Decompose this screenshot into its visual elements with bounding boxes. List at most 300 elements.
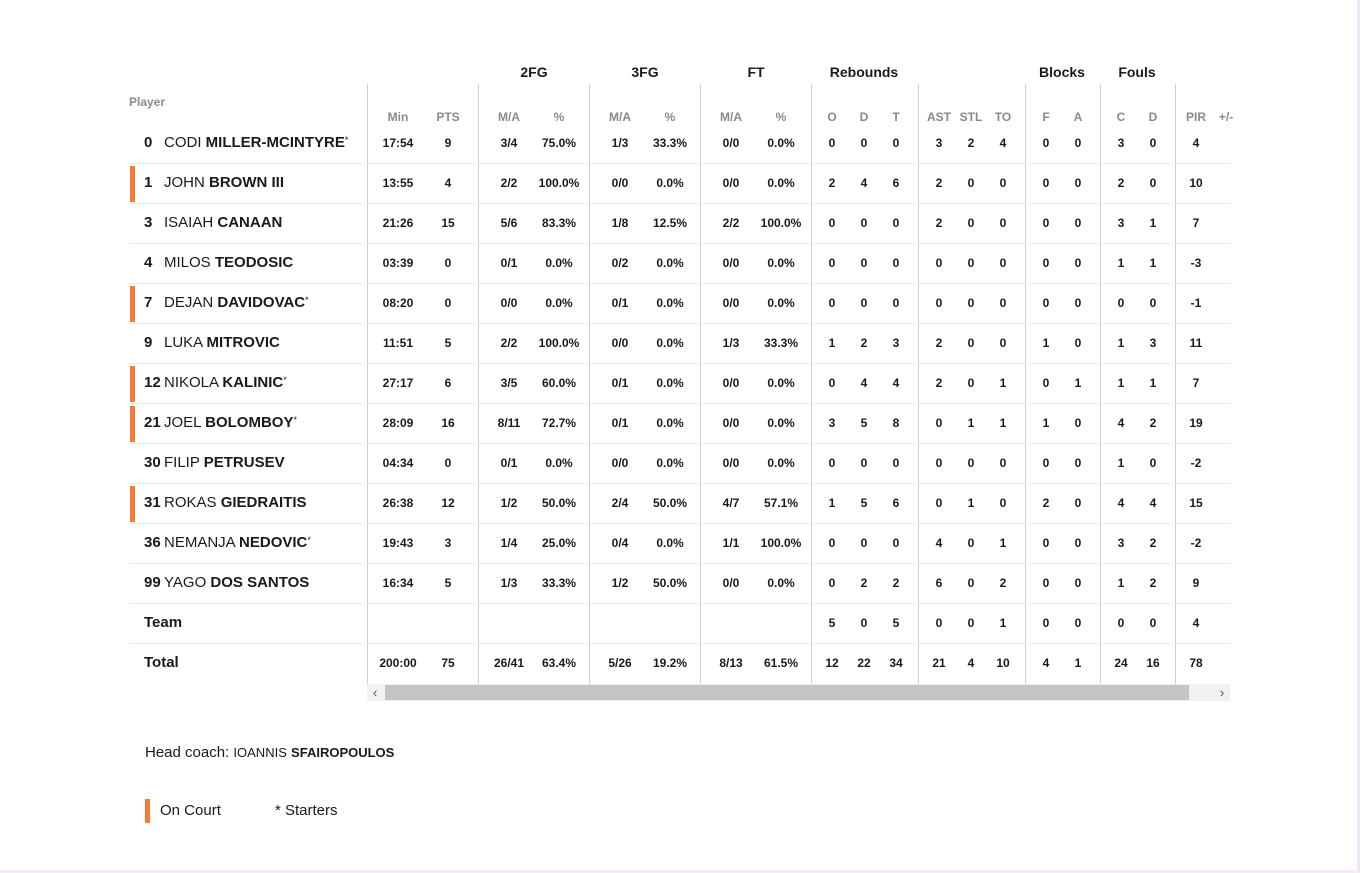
stat-cell: 9 bbox=[444, 136, 452, 150]
stat-cell: 3/4 bbox=[500, 136, 518, 150]
player-first-name: NIKOLA bbox=[164, 374, 219, 391]
stat-cell: 0 bbox=[1074, 336, 1082, 350]
stat-cell: 1 bbox=[1042, 336, 1050, 350]
stat-cell: 0/1 bbox=[611, 416, 629, 430]
stat-cell: 12.5% bbox=[652, 216, 688, 230]
player-number: 31 bbox=[144, 494, 161, 511]
stat-cell: 4 bbox=[444, 176, 452, 190]
starter-mark: * bbox=[283, 375, 287, 385]
stat-cell: 0 bbox=[999, 496, 1007, 510]
stat-cell: 2 bbox=[935, 216, 943, 230]
player-stat-row bbox=[367, 524, 1230, 564]
column-header[interactable]: D bbox=[1148, 110, 1158, 124]
on-court-marker bbox=[130, 486, 135, 522]
stat-cell: 0/0 bbox=[722, 296, 740, 310]
stat-cell: 16 bbox=[1146, 656, 1160, 670]
stat-cell: 9 bbox=[1192, 576, 1200, 590]
stat-cell: 0 bbox=[860, 296, 868, 310]
stat-cell: 0/0 bbox=[722, 416, 740, 430]
player-name-link[interactable] bbox=[164, 284, 309, 322]
stat-cell: 0 bbox=[1074, 616, 1082, 630]
player-number: 36 bbox=[144, 534, 161, 551]
stat-cell: 0 bbox=[935, 456, 943, 470]
stat-cell: 0 bbox=[935, 616, 943, 630]
player-stat-row bbox=[367, 324, 1230, 364]
player-number: 3 bbox=[144, 214, 153, 231]
head-coach bbox=[145, 744, 394, 761]
stat-cell: 0 bbox=[828, 376, 836, 390]
stat-cell: 0.0% bbox=[656, 376, 684, 390]
starter-mark: * bbox=[293, 415, 297, 425]
stat-cell: 12 bbox=[825, 656, 839, 670]
stat-cell: 63.4% bbox=[541, 656, 577, 670]
player-last-name: DOS SANTOS bbox=[210, 574, 310, 591]
stat-cell: 1 bbox=[999, 376, 1007, 390]
column-header[interactable]: TO bbox=[994, 110, 1012, 124]
player-row bbox=[129, 164, 367, 204]
stat-cell: 7 bbox=[1192, 376, 1200, 390]
stat-cell: 1 bbox=[967, 496, 975, 510]
stat-cell: 0/0 bbox=[722, 576, 740, 590]
stat-cell: 25.0% bbox=[541, 536, 577, 550]
stat-cell: 2 bbox=[1149, 576, 1157, 590]
stat-cell: 1 bbox=[1074, 656, 1082, 670]
stat-cell: 0 bbox=[1149, 176, 1157, 190]
stat-cell: 1/8 bbox=[611, 216, 629, 230]
starter-mark: * bbox=[307, 535, 311, 545]
player-stat-row bbox=[367, 404, 1230, 444]
stat-cell: 0 bbox=[444, 456, 452, 470]
column-header[interactable]: PTS bbox=[436, 110, 460, 124]
head-coach-first-name: IOANNIS bbox=[233, 745, 287, 760]
stat-cell: 2 bbox=[999, 576, 1007, 590]
column-header[interactable]: % bbox=[664, 110, 676, 124]
player-stat-row bbox=[367, 284, 1230, 324]
stat-cell: 0 bbox=[892, 536, 900, 550]
player-first-name: CODI bbox=[164, 134, 202, 151]
player-name-link[interactable] bbox=[164, 124, 348, 162]
stat-cell: -2 bbox=[1190, 536, 1202, 550]
stat-cell: 19.2% bbox=[652, 656, 688, 670]
stat-cell: 0 bbox=[967, 376, 975, 390]
player-first-name: YAGO bbox=[164, 574, 207, 591]
column-header[interactable]: M/A bbox=[720, 110, 742, 124]
stat-cell: 19 bbox=[1189, 416, 1203, 430]
stat-cell: 50.0% bbox=[652, 496, 688, 510]
stat-cell: 2 bbox=[935, 176, 943, 190]
stat-cell: 0.0% bbox=[656, 176, 684, 190]
stat-cell: 2 bbox=[1117, 176, 1125, 190]
stat-cell: -1 bbox=[1190, 296, 1202, 310]
stat-cell: 0.0% bbox=[656, 416, 684, 430]
group-header: 3FG bbox=[631, 64, 659, 80]
stat-cell: 0 bbox=[1042, 376, 1050, 390]
stat-cell: 4 bbox=[999, 136, 1007, 150]
player-number: 21 bbox=[144, 414, 161, 431]
stat-cell: 200:00 bbox=[379, 656, 417, 670]
stat-cell: 0 bbox=[1042, 216, 1050, 230]
stat-cell: 7 bbox=[1192, 216, 1200, 230]
stat-cell: 2 bbox=[967, 136, 975, 150]
group-header: Fouls bbox=[1118, 64, 1156, 80]
stat-cell: 1/2 bbox=[611, 576, 629, 590]
player-name-link[interactable] bbox=[164, 564, 309, 602]
stat-cell: 4 bbox=[860, 376, 868, 390]
column-header[interactable]: M/A bbox=[609, 110, 631, 124]
stat-cell: 100.0% bbox=[538, 336, 580, 350]
stat-cell: 0 bbox=[1074, 136, 1082, 150]
stat-cell: 0 bbox=[860, 216, 868, 230]
stat-cell: 4 bbox=[892, 376, 900, 390]
stat-cell: 0 bbox=[828, 216, 836, 230]
stat-cell: 0 bbox=[935, 296, 943, 310]
stat-cell: 0.0% bbox=[767, 376, 795, 390]
on-court-marker bbox=[130, 286, 135, 322]
player-number: 1 bbox=[144, 174, 153, 191]
stat-cell: 26/41 bbox=[493, 656, 525, 670]
head-coach-label: Head coach: bbox=[145, 744, 230, 761]
stat-cell: 0 bbox=[1042, 296, 1050, 310]
player-first-name: ISAIAH bbox=[164, 214, 214, 231]
player-stat-row bbox=[367, 484, 1230, 524]
stat-cell: 78 bbox=[1189, 656, 1203, 670]
stat-cell: 2 bbox=[1149, 416, 1157, 430]
column-header[interactable]: STL bbox=[959, 110, 983, 124]
stat-cell: 0.0% bbox=[767, 136, 795, 150]
stat-cell: 1 bbox=[999, 616, 1007, 630]
stat-cell: 5 bbox=[828, 616, 836, 630]
stat-cell: 8/13 bbox=[719, 656, 743, 670]
stat-cell: 0 bbox=[1117, 296, 1125, 310]
stat-cell: 0 bbox=[1042, 616, 1050, 630]
stat-cell: 0 bbox=[1074, 216, 1082, 230]
stat-cell: 0/1 bbox=[500, 456, 518, 470]
player-stat-row bbox=[367, 244, 1230, 284]
stat-cell: 0.0% bbox=[656, 296, 684, 310]
stat-cell: 5 bbox=[892, 616, 900, 630]
stat-cell: 0.0% bbox=[545, 296, 573, 310]
stat-cell: 0/0 bbox=[722, 456, 740, 470]
scroll-left-icon[interactable]: ‹ bbox=[372, 685, 378, 700]
column-header[interactable]: +/- bbox=[1218, 110, 1234, 124]
stat-cell: 0 bbox=[860, 136, 868, 150]
stat-cell: 0 bbox=[999, 336, 1007, 350]
stat-cell: 0 bbox=[1042, 456, 1050, 470]
stat-cell: 08:20 bbox=[382, 296, 414, 310]
stat-cell: 1 bbox=[1117, 336, 1125, 350]
stat-cell: 15 bbox=[1189, 496, 1203, 510]
stat-cell: 1 bbox=[1117, 256, 1125, 270]
on-court-marker bbox=[130, 166, 135, 202]
stat-cell: 19:43 bbox=[382, 536, 414, 550]
player-name-link[interactable] bbox=[164, 364, 287, 402]
stat-cell: 72.7% bbox=[541, 416, 577, 430]
stat-cell: 1 bbox=[1149, 376, 1157, 390]
stats-table[interactable] bbox=[367, 52, 1234, 684]
player-first-name: JOHN bbox=[164, 174, 205, 191]
column-header[interactable]: C bbox=[1116, 110, 1126, 124]
player-last-name: MITROVIC bbox=[206, 334, 280, 351]
stat-cell: 2 bbox=[860, 336, 868, 350]
stat-cell: 1 bbox=[1117, 456, 1125, 470]
player-last-name: NEDOVIC bbox=[239, 534, 308, 551]
stat-cell: 50.0% bbox=[541, 496, 577, 510]
player-first-name: MILOS bbox=[164, 254, 211, 271]
scroll-thumb[interactable] bbox=[385, 685, 1189, 700]
player-last-name: CANAAN bbox=[217, 214, 283, 231]
stat-cell: 2 bbox=[1042, 496, 1050, 510]
stat-cell: 83.3% bbox=[541, 216, 577, 230]
stat-cell: 57.1% bbox=[763, 496, 799, 510]
column-header[interactable]: T bbox=[892, 110, 900, 124]
horizontal-scrollbar[interactable] bbox=[367, 684, 1230, 701]
stat-cell: 0 bbox=[967, 176, 975, 190]
stat-cell: 1/4 bbox=[500, 536, 518, 550]
group-header: Blocks bbox=[1039, 64, 1085, 80]
stat-cell: 0 bbox=[860, 616, 868, 630]
column-header[interactable]: AST bbox=[927, 110, 951, 124]
stat-cell: 3 bbox=[828, 416, 836, 430]
stat-cell: 2/2 bbox=[500, 336, 518, 350]
stat-cell: 0 bbox=[892, 456, 900, 470]
player-last-name: PETRUSEV bbox=[203, 454, 285, 471]
stat-cell: 8/11 bbox=[497, 416, 521, 430]
stat-cell: 50.0% bbox=[652, 576, 688, 590]
player-name-link[interactable] bbox=[164, 164, 284, 202]
stat-cell: 100.0% bbox=[760, 536, 802, 550]
player-name-link[interactable] bbox=[164, 204, 282, 242]
player-name-link[interactable] bbox=[164, 484, 307, 522]
column-header[interactable]: % bbox=[775, 110, 787, 124]
player-number: 30 bbox=[144, 454, 161, 471]
player-name-link[interactable] bbox=[164, 524, 311, 562]
stat-cell: 3 bbox=[935, 136, 943, 150]
stat-cell: 1 bbox=[1149, 256, 1157, 270]
stat-cell: 0 bbox=[999, 216, 1007, 230]
stat-cell: 61.5% bbox=[763, 656, 799, 670]
stat-cell: 1 bbox=[999, 416, 1007, 430]
stat-cell: 2/4 bbox=[611, 496, 629, 510]
player-name-link[interactable] bbox=[164, 324, 280, 362]
stat-cell: 8 bbox=[892, 416, 900, 430]
stat-cell: 21:26 bbox=[382, 216, 414, 230]
stat-cell: 4 bbox=[860, 176, 868, 190]
stat-cell: 0.0% bbox=[656, 456, 684, 470]
stat-cell: 6 bbox=[444, 376, 452, 390]
stat-cell: 2 bbox=[935, 336, 943, 350]
stat-cell: 1/3 bbox=[611, 136, 629, 150]
stat-cell: 0 bbox=[892, 136, 900, 150]
player-row bbox=[129, 484, 367, 524]
player-header: Player bbox=[129, 95, 166, 109]
team-row-label: Team bbox=[144, 614, 183, 631]
stat-cell: 1 bbox=[828, 336, 836, 350]
stat-cell: 0.0% bbox=[656, 536, 684, 550]
column-header[interactable]: F bbox=[1042, 110, 1050, 124]
stat-cell: 0 bbox=[828, 256, 836, 270]
stat-cell: 0.0% bbox=[767, 416, 795, 430]
stat-cell: 0 bbox=[1074, 296, 1082, 310]
stat-cell: 0 bbox=[967, 336, 975, 350]
stat-cell: 0 bbox=[999, 296, 1007, 310]
player-last-name: BOLOMBOY bbox=[205, 414, 294, 431]
stat-cell: 0 bbox=[1149, 456, 1157, 470]
stat-cell: 0 bbox=[1074, 416, 1082, 430]
stat-cell: 21 bbox=[932, 656, 946, 670]
stat-cell: 0 bbox=[999, 456, 1007, 470]
group-header: FT bbox=[747, 64, 765, 80]
stat-cell: 5 bbox=[444, 336, 452, 350]
column-header[interactable]: Min bbox=[387, 110, 409, 124]
stat-cell: 0/2 bbox=[611, 256, 629, 270]
stat-cell: 4 bbox=[967, 656, 975, 670]
starter-mark: * bbox=[344, 135, 349, 145]
stat-cell: 0 bbox=[1149, 296, 1157, 310]
stat-cell: 4 bbox=[1117, 496, 1125, 510]
stat-cell: 6 bbox=[892, 176, 900, 190]
stat-cell: 4/7 bbox=[722, 496, 740, 510]
stat-cell: 0 bbox=[1042, 256, 1050, 270]
stat-cell: 17:54 bbox=[382, 136, 414, 150]
stat-cell: 2 bbox=[828, 176, 836, 190]
stat-cell: 4 bbox=[1192, 136, 1200, 150]
player-name-link[interactable] bbox=[164, 444, 285, 482]
stat-cell: 33.3% bbox=[541, 576, 577, 590]
stat-cell: 1 bbox=[1117, 576, 1125, 590]
stat-cell: 1 bbox=[1149, 216, 1157, 230]
stat-cell: 4 bbox=[1117, 416, 1125, 430]
stat-cell: 0 bbox=[1149, 616, 1157, 630]
stat-cell: 75 bbox=[441, 656, 455, 670]
player-number: 99 bbox=[144, 574, 161, 591]
stat-cell: 0 bbox=[967, 256, 975, 270]
stat-cell: 0 bbox=[860, 536, 868, 550]
player-name-link[interactable] bbox=[164, 404, 297, 442]
stat-cell: 4 bbox=[1149, 496, 1157, 510]
player-row bbox=[129, 284, 367, 324]
column-header[interactable]: % bbox=[553, 110, 565, 124]
stat-cell: 04:34 bbox=[382, 456, 414, 470]
stat-cell: 2/2 bbox=[500, 176, 518, 190]
stat-cell: 0 bbox=[967, 456, 975, 470]
stat-cell: 0/0 bbox=[500, 296, 518, 310]
stat-cell: 0.0% bbox=[545, 256, 573, 270]
stat-cell: 0 bbox=[999, 176, 1007, 190]
stat-cell: 0/0 bbox=[722, 176, 740, 190]
stat-cell: 3/5 bbox=[500, 376, 518, 390]
stat-cell: 5 bbox=[860, 496, 868, 510]
player-row bbox=[129, 204, 367, 244]
stat-cell: 0 bbox=[967, 576, 975, 590]
stat-cell: 5 bbox=[860, 416, 868, 430]
player-stat-row bbox=[367, 124, 1230, 164]
stat-cell: 33.3% bbox=[652, 136, 688, 150]
stat-cell: 10 bbox=[1189, 176, 1203, 190]
player-last-name: TEODOSIC bbox=[214, 254, 294, 271]
player-number: 12 bbox=[144, 374, 161, 391]
stat-cell: 0 bbox=[860, 456, 868, 470]
stat-cell: 0.0% bbox=[767, 256, 795, 270]
stat-cell: 5 bbox=[444, 576, 452, 590]
player-row bbox=[129, 524, 367, 564]
stat-cell: 0 bbox=[1074, 496, 1082, 510]
stat-cell: 26:38 bbox=[382, 496, 414, 510]
group-header: Rebounds bbox=[829, 64, 899, 80]
stat-cell: 1 bbox=[967, 416, 975, 430]
on-court-legend-label: On Court bbox=[160, 802, 221, 819]
stat-cell: 0/1 bbox=[611, 296, 629, 310]
stat-cell: 0.0% bbox=[767, 456, 795, 470]
player-last-name: DAVIDOVAC bbox=[217, 294, 306, 311]
stat-cell: 1 bbox=[999, 536, 1007, 550]
total-stat-row bbox=[367, 644, 1230, 684]
stat-cell: 3 bbox=[444, 536, 452, 550]
player-number: 9 bbox=[144, 334, 153, 351]
player-first-name: JOEL bbox=[164, 414, 201, 431]
player-number: 4 bbox=[144, 254, 153, 271]
stat-cell: 0 bbox=[1074, 536, 1082, 550]
stat-cell: 22 bbox=[857, 656, 871, 670]
player-row bbox=[129, 244, 367, 284]
player-first-name: DEJAN bbox=[164, 294, 214, 311]
stat-cell: 0 bbox=[1042, 136, 1050, 150]
stat-cell: 0.0% bbox=[656, 256, 684, 270]
stat-cell: 6 bbox=[935, 576, 943, 590]
stat-cell: 0 bbox=[444, 296, 452, 310]
player-name-link[interactable] bbox=[164, 244, 293, 282]
column-header[interactable]: O bbox=[827, 110, 837, 124]
stat-cell: 0 bbox=[1074, 176, 1082, 190]
on-court-marker bbox=[130, 406, 135, 442]
player-row bbox=[129, 324, 367, 364]
stat-cell: 1/3 bbox=[722, 336, 740, 350]
column-header[interactable]: M/A bbox=[498, 110, 520, 124]
scroll-right-icon[interactable]: › bbox=[1219, 685, 1225, 700]
stat-cell: 0 bbox=[828, 576, 836, 590]
player-stat-row bbox=[367, 204, 1230, 244]
stat-cell: 0/0 bbox=[722, 136, 740, 150]
total-row bbox=[129, 644, 367, 684]
stat-cell: 0/4 bbox=[611, 536, 629, 550]
stat-cell: 1/1 bbox=[722, 536, 740, 550]
total-row-label: Total bbox=[144, 654, 179, 671]
stat-cell: 0/1 bbox=[611, 376, 629, 390]
stat-cell: 4 bbox=[1192, 616, 1200, 630]
stat-cell: 0 bbox=[892, 296, 900, 310]
stat-cell: 2 bbox=[935, 376, 943, 390]
stat-cell: 16 bbox=[441, 416, 455, 430]
team-stat-row bbox=[367, 604, 1230, 644]
stat-cell: 4 bbox=[1042, 656, 1050, 670]
stat-cell: 0 bbox=[1042, 576, 1050, 590]
stat-cell: 0 bbox=[828, 296, 836, 310]
stat-cell: 0 bbox=[967, 616, 975, 630]
column-header[interactable]: D bbox=[859, 110, 869, 124]
stat-cell: 28:09 bbox=[382, 416, 414, 430]
player-first-name: LUKA bbox=[164, 334, 203, 351]
column-header[interactable]: PIR bbox=[1185, 110, 1206, 124]
stat-cell: 27:17 bbox=[382, 376, 414, 390]
stat-cell: 0/0 bbox=[722, 256, 740, 270]
stat-cell: 13:55 bbox=[382, 176, 414, 190]
head-coach-last-name: SFAIROPOULOS bbox=[291, 745, 395, 760]
stat-cell: 0 bbox=[967, 216, 975, 230]
stat-cell: 0.0% bbox=[767, 576, 795, 590]
column-header[interactable]: A bbox=[1073, 110, 1083, 124]
starter-mark: * bbox=[305, 295, 309, 305]
stat-cell: 2 bbox=[1149, 536, 1157, 550]
stat-cell: 33.3% bbox=[763, 336, 799, 350]
